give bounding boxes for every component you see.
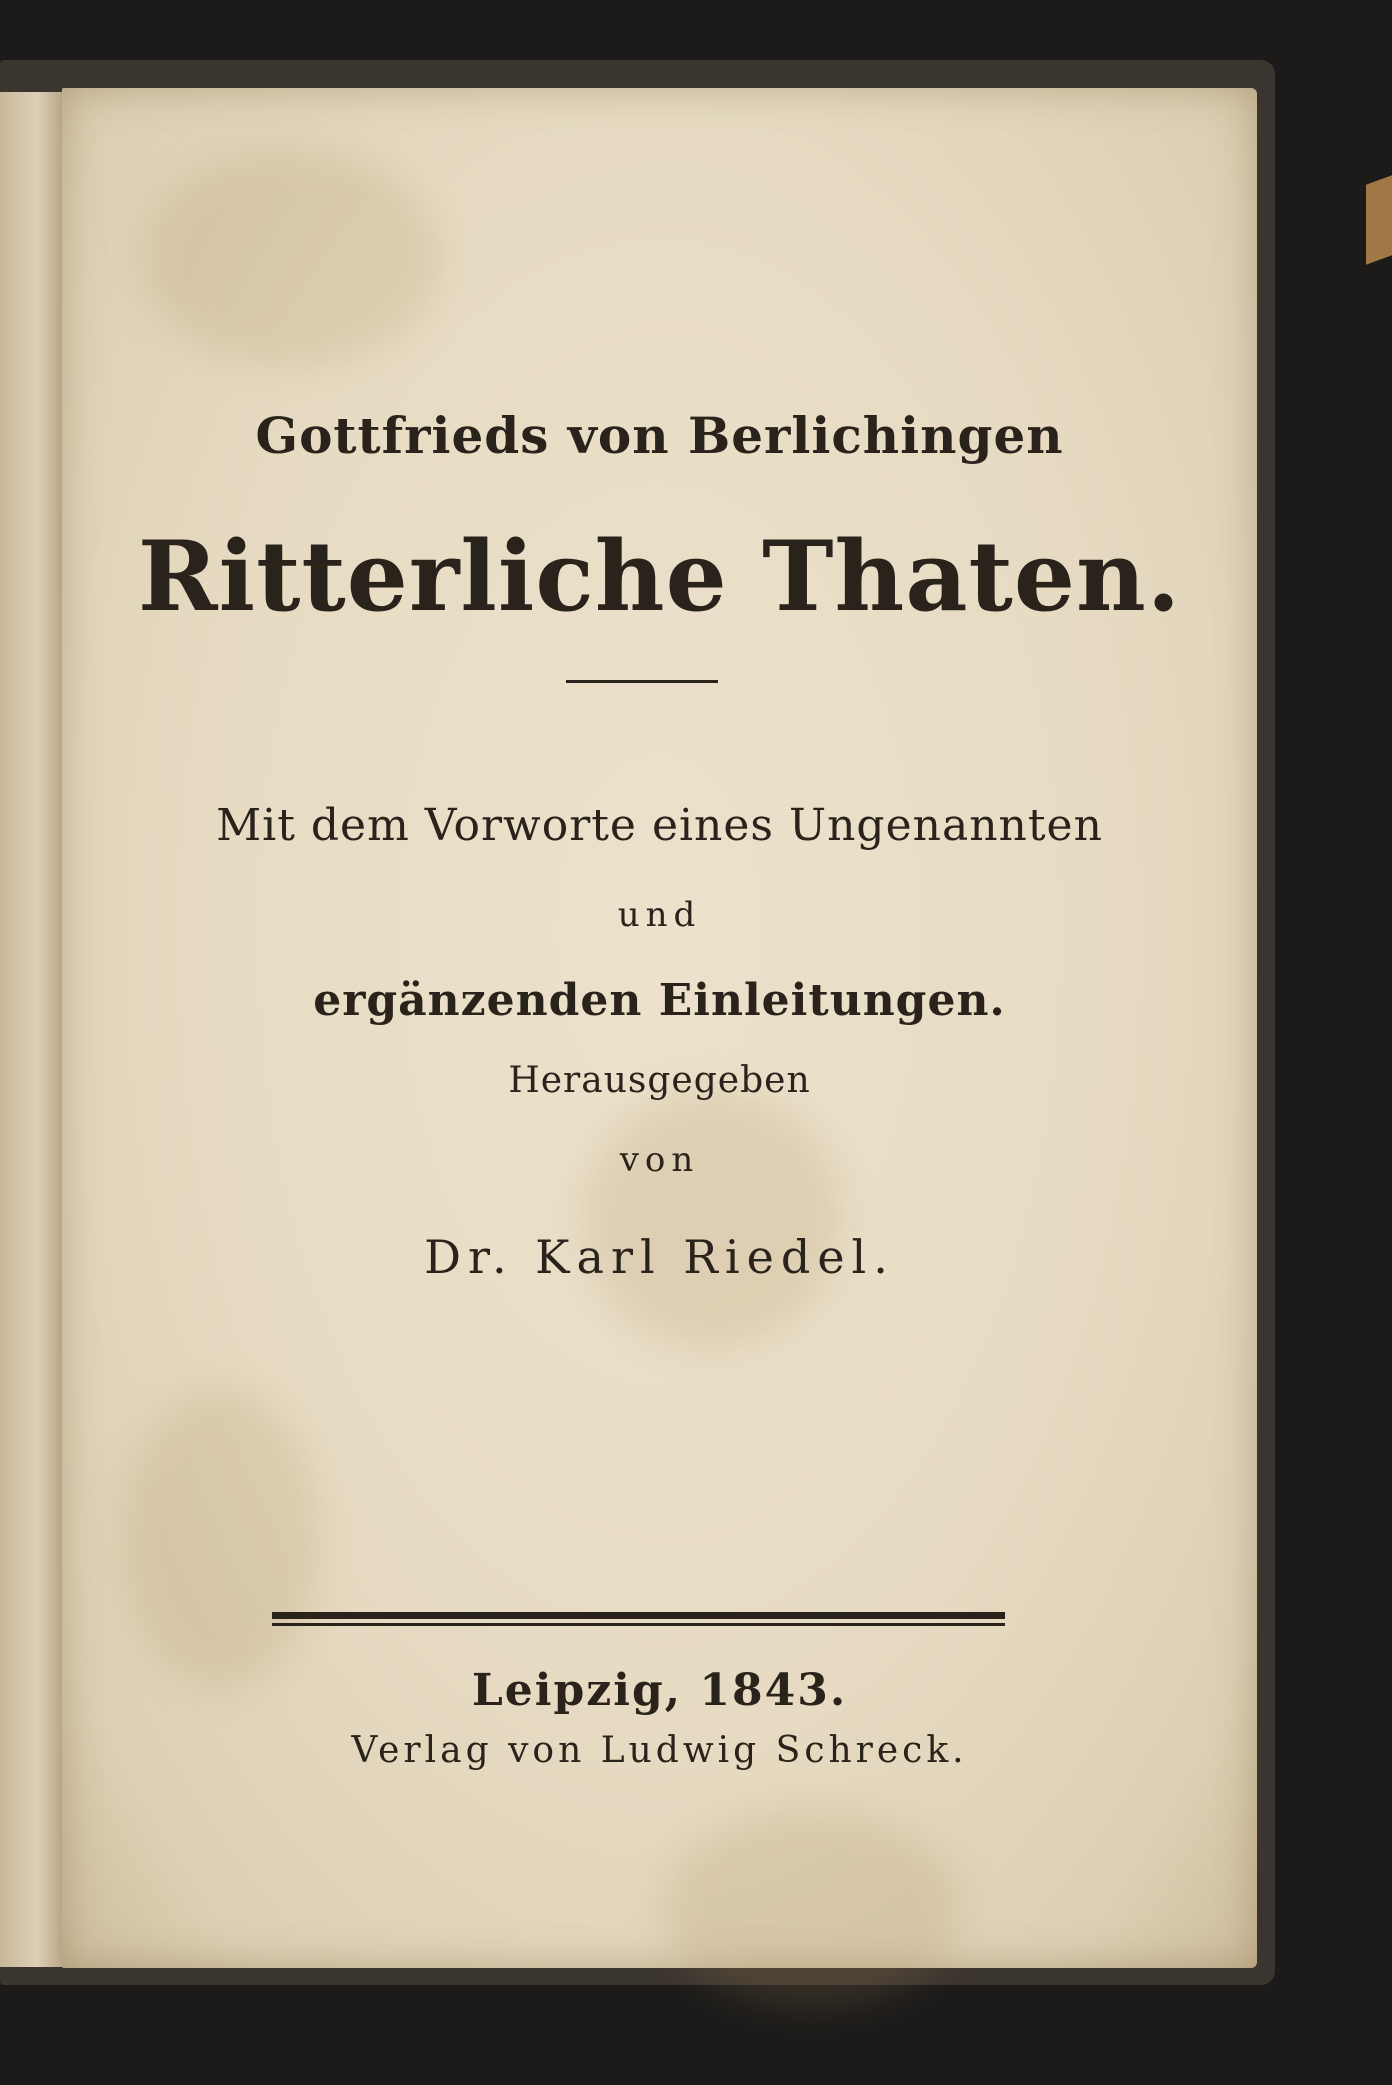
paper-stain bbox=[662, 1808, 962, 2008]
subtitle-line-2: ergänzenden Einleitungen. bbox=[313, 975, 1006, 1026]
main-title: Ritterliche Thaten. bbox=[137, 520, 1182, 633]
left-page-edge bbox=[0, 92, 66, 1967]
paper-stain bbox=[582, 1088, 842, 1348]
torn-corner bbox=[1366, 175, 1392, 264]
publisher-line: Verlag von Ludwig Schreck. bbox=[351, 1730, 968, 1771]
place-and-year: Leipzig, 1843. bbox=[471, 1665, 848, 1716]
imprint-divider bbox=[272, 1612, 1005, 1626]
paper-stain bbox=[122, 1388, 322, 1688]
author-line: Gottfrieds von Berlichingen bbox=[255, 406, 1064, 465]
title-divider bbox=[566, 680, 718, 683]
paper-stain bbox=[142, 148, 442, 368]
conjunction-line: und bbox=[617, 895, 702, 935]
editor-label: Herausgegeben bbox=[508, 1060, 811, 1101]
editor-name: Dr. Karl Riedel. bbox=[424, 1230, 895, 1284]
subtitle-line: Mit dem Vorworte eines Ungenannten bbox=[216, 800, 1103, 851]
by-line: von bbox=[619, 1140, 700, 1180]
